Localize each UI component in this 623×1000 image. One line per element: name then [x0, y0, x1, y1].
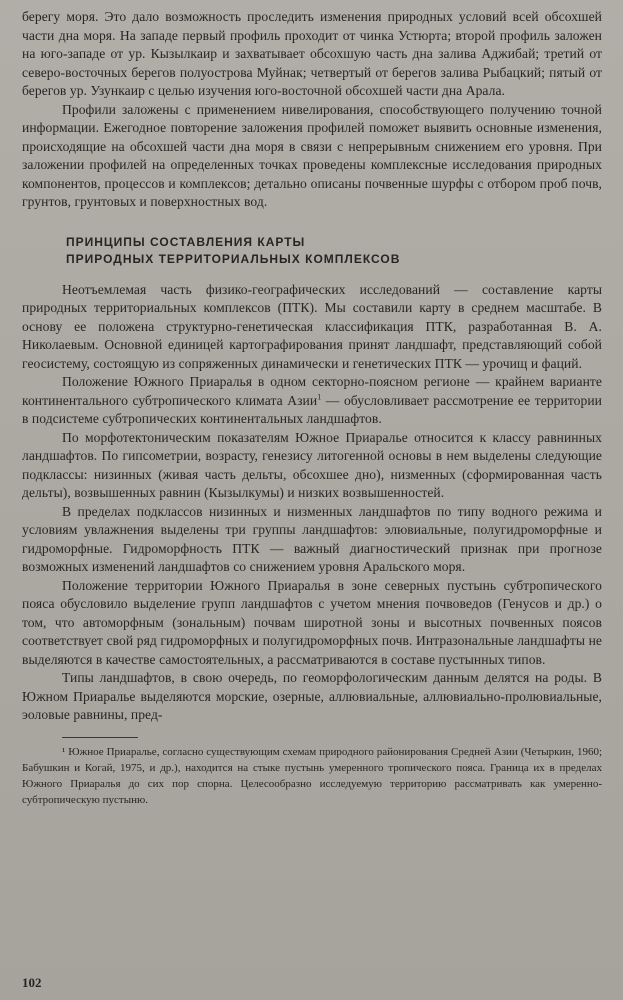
footnote: ¹ Южное Приаралье, согласно существующим схемам природного районирования Средней Азии (Четыркин, 1960; Бабушкин и Когай, 1975, и др.), находится на стыке пустынь умеренного тропического пояса. Граница их в пределах Южного Приаралья до сих пор спорна. Целесообразно исследуемую территорию рассматривать как умеренно-субтропическую пустыню.: [22, 745, 602, 807]
paragraph-text: Положение Южного Приаралья в одном секторно-поясном регионе — крайнем варианте континентального субтропического климата Азии: [22, 374, 602, 408]
body-paragraph: Типы ландшафтов, в свою очередь, по геоморфологическим данным делятся на роды. В Южном Приаралье выделяются морские, озерные, аллювиальные, аллювиально-пролювиальные, эоловые равнины, пред-: [22, 670, 602, 722]
section-heading-line: ПРИРОДНЫХ ТЕРРИТОРИАЛЬНЫХ КОМПЛЕКСОВ: [66, 251, 401, 266]
body-paragraph-with-footnote: [22, 373, 602, 429]
footnote-divider: [62, 737, 138, 738]
section-heading-line: ПРИНЦИПЫ СОСТАВЛЕНИЯ КАРТЫ: [66, 234, 306, 249]
intro-paragraph: Профили заложены с применением нивелирования, способствующего получению точной информации. Ежегодное повторение заложения профилей поможет выявить основные изменения, происходящие на обсохшей части дна моря в связи с непрерывным снижением его уровня. При заложении профилей на определенных точках проведены комплексные исследования природных компонентов, процессов и комплексов; детально описаны почвенные шурфы с отбором проб почв, грунтов, грунтовых и поверхностных вод.: [22, 101, 602, 209]
footnote-marker: 1: [317, 391, 322, 401]
intro-paragraph: берегу моря. Это дало возможность проследить изменения природных условий всей обсохшей части дна моря. На западе первый профиль проходит от чинка Устюрта; второй профиль заложен на юго-западе от ур. Кызылкаир и захватывает обсохшую часть дна залива Аджибай; третий от северо-восточных берегов полуострова Муйнак; четвертый от берегов залива Рыбацкий; пятый от берегов ур. Узункаир с целью изучения юго-восточной обсохшей части дна Арала.: [22, 9, 602, 98]
page-number: 102: [22, 975, 42, 990]
body-paragraph: В пределах подклассов низинных и низменных ландшафтов по типу водного режима и условиям увлажнения выделены три группы ландшафтов: элювиальные, полугидроморфные и гидроморфные. Гидроморфность ПТК — важный диагностический признак при прогнозе возможных изменений ландшафтов со снижением уровня Аральского моря.: [22, 503, 602, 574]
body-paragraph: По морфотектоническим показателям Южное Приаралье относится к классу равнинных ландшафтов. По гипсометрии, возрасту, генезису литогенной основы в нем выделены следующие подклассы: низинных (живая часть дельты, обсохшее дно), низменных (сформированная часть дельты), возвышенных равнин (Кызылкумы) и низких возвышенностей.: [22, 429, 602, 500]
section-heading: [66, 234, 602, 268]
body-paragraph: Неотъемлемая часть физико-географических исследований — составление карты природных территориальных комплексов (ПТК). Мы составили карту в среднем масштабе. В основу ее положена структурно-генетическая классификация ПТК, разработанная В. А. Николаевым. Основной единицей картографирования принят ландшафт, представляющий собой геосистему, состоящую из сопряженных динамически и генетических ПТК — урочищ и фаций.: [22, 281, 602, 371]
page-content: [22, 8, 602, 809]
body-paragraph: Положение территории Южного Приаралья в зоне северных пустынь субтропического пояса обусловило выделение групп ландшафтов с учетом мнения почвоведов (Генусов и др.) о том, что автоморфным (зональным) почвам широтной зоны и высотных почвенных поясов соответствует свой ряд гидроморфных и полугидроморфных почв. Интразональные ландшафты не выделяются в качестве самостоятельных, а рассматриваются в составе пустынных типов.: [22, 577, 602, 667]
paragraph-text: — обусловливает рассмотрение ее территории в подсистеме субтропических континентальных ландшафтов.: [22, 392, 602, 426]
